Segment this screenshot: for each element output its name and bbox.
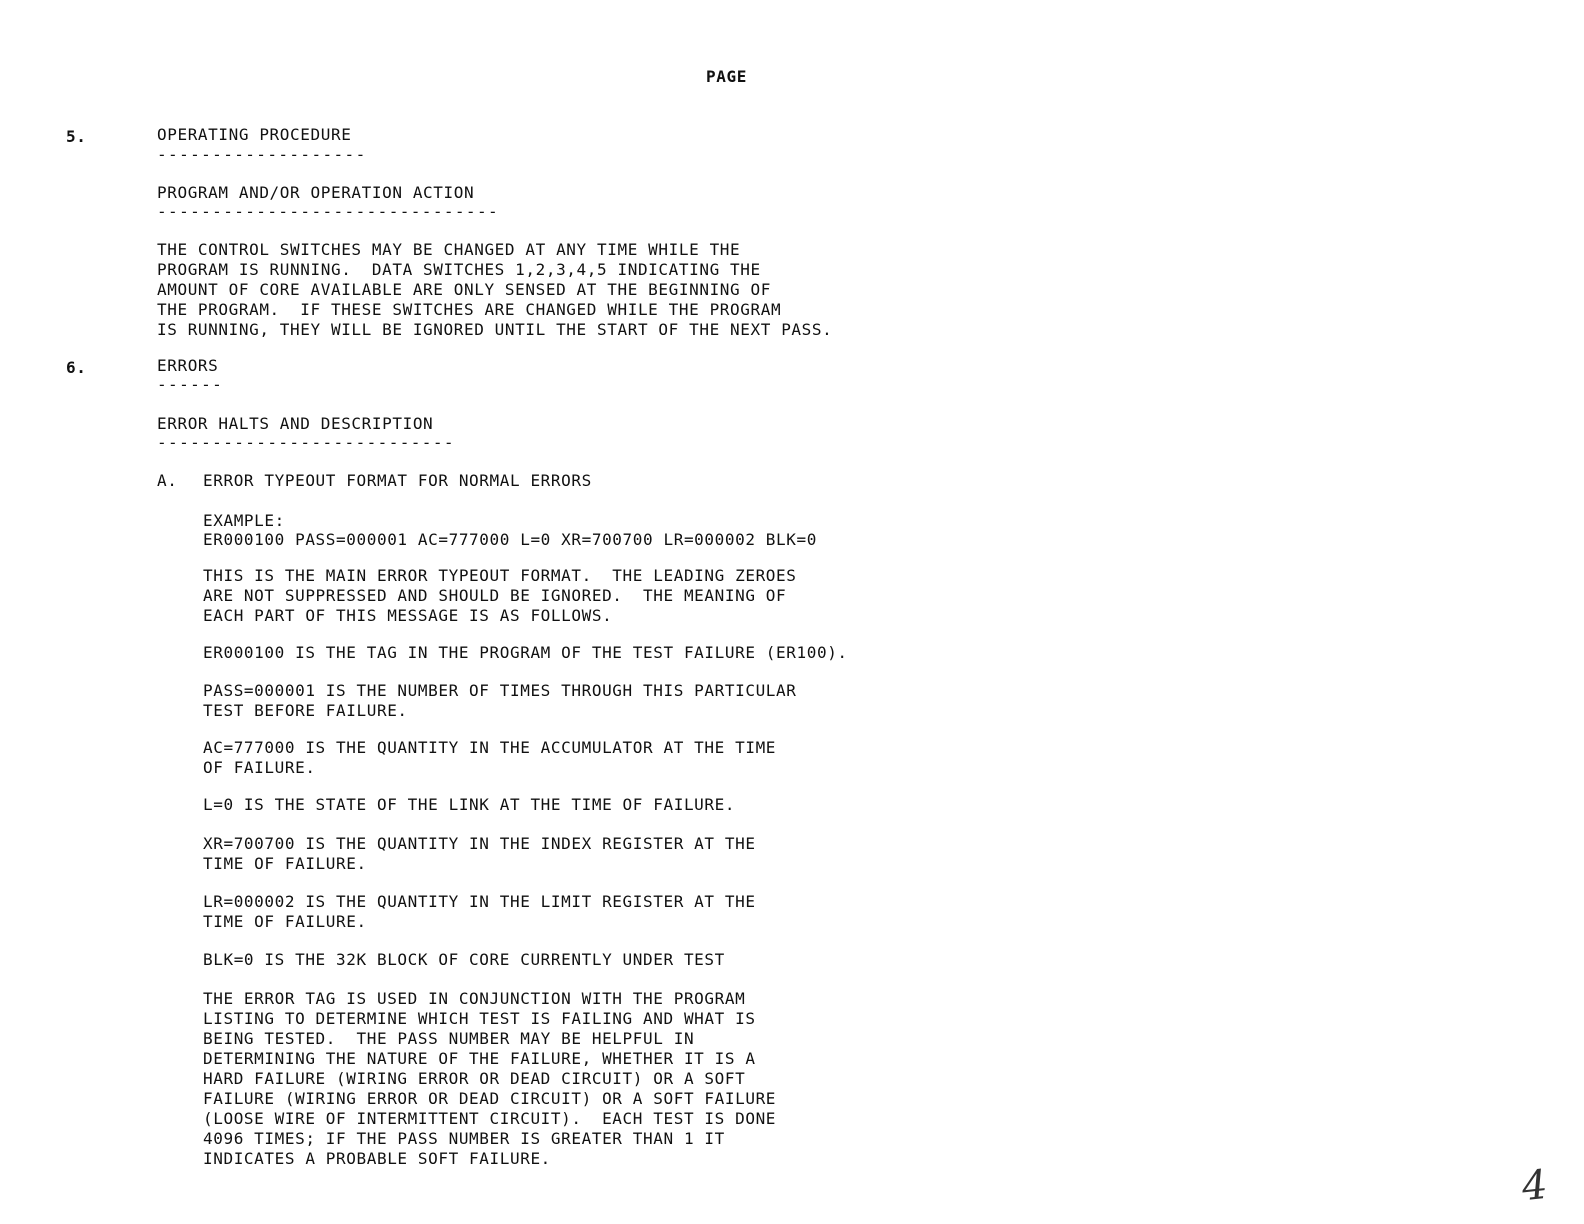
format-intro: THIS IS THE MAIN ERROR TYPEOUT FORMAT. THE LEADING ZEROES ARE NOT SUPPRESSED AND SHOULD BE IGNORED. THE MEANING OF EACH PART OF THIS MESSAGE IS AS FOLLOWS.	[203, 566, 797, 625]
def-lr: LR=000002 IS THE QUANTITY IN THE LIMIT REGISTER AT THE TIME OF FAILURE.	[203, 892, 756, 931]
def-error-tag: ER000100 IS THE TAG IN THE PROGRAM OF THE TEST FAILURE (ER100).	[203, 643, 848, 662]
section-5-paragraph: THE CONTROL SWITCHES MAY BE CHANGED AT ANY TIME WHILE THE PROGRAM IS RUNNING. DATA SWITCHES 1,2,3,4,5 INDICATING THE AMOUNT OF CORE AVAILABLE ARE ONLY SENSED AT THE BEGINNING OF THE PROGRAM. IF THESE SWITCHES ARE CHANGED WHILE THE PROGRAM IS RUNNING, THEY WILL BE IGNORED UNTIL THE START OF THE NEXT PASS.	[157, 240, 833, 339]
item-a-heading: ERROR TYPEOUT FORMAT FOR NORMAL ERRORS	[203, 471, 592, 490]
section-5-title: OPERATING PROCEDURE	[157, 125, 352, 144]
section-6-title-rule: ------	[157, 375, 224, 394]
section-5-title-rule: -------------------	[157, 145, 367, 164]
def-pass: PASS=000001 IS THE NUMBER OF TIMES THROUGH THIS PARTICULAR TEST BEFORE FAILURE.	[203, 681, 797, 720]
def-link: L=0 IS THE STATE OF THE LINK AT THE TIME OF FAILURE.	[203, 795, 736, 814]
section-6-subheading: ERROR HALTS AND DESCRIPTION	[157, 414, 434, 433]
section-5-subheading: PROGRAM AND/OR OPERATION ACTION	[157, 183, 475, 202]
closing-paragraph: THE ERROR TAG IS USED IN CONJUNCTION WITH THE PROGRAM LISTING TO DETERMINE WHICH TEST IS FAILING AND WHAT IS BEING TESTED. THE PASS NUMBER MAY BE HELPFUL IN DETERMINING THE NATURE OF THE FAILURE, WHETHER IT IS A HARD FAILURE (WIRING ERROR OR DEAD CIRCUIT) OR A SOFT FAILURE (WIRING ERROR OR DEAD CIRCUIT) OR A SOFT FAILURE (LOOSE WIRE OF INTERMITTENT CIRCUIT). EACH TEST IS DONE 4096 TIMES; IF THE PASS NUMBER IS GREATER THAN 1 IT INDICATES A PROBABLE SOFT FAILURE.	[203, 989, 777, 1168]
item-a-label: A.	[157, 471, 178, 490]
section-5-number: 5.	[66, 127, 87, 146]
example-line: ER000100 PASS=000001 AC=777000 L=0 XR=700700 LR=000002 BLK=0	[203, 530, 817, 549]
def-blk: BLK=0 IS THE 32K BLOCK OF CORE CURRENTLY UNDER TEST	[203, 950, 725, 969]
section-6-number: 6.	[66, 358, 87, 377]
section-6-subheading-rule: ---------------------------	[157, 433, 455, 452]
page-header: PAGE	[706, 67, 747, 86]
handwritten-page-number: 4	[1519, 1161, 1550, 1211]
def-xr: XR=700700 IS THE QUANTITY IN THE INDEX REGISTER AT THE TIME OF FAILURE.	[203, 834, 756, 873]
section-6-title: ERRORS	[157, 356, 219, 375]
section-5-subheading-rule: -------------------------------	[157, 202, 500, 221]
example-label: EXAMPLE:	[203, 511, 285, 530]
def-ac: AC=777000 IS THE QUANTITY IN THE ACCUMULATOR AT THE TIME OF FAILURE.	[203, 738, 777, 777]
